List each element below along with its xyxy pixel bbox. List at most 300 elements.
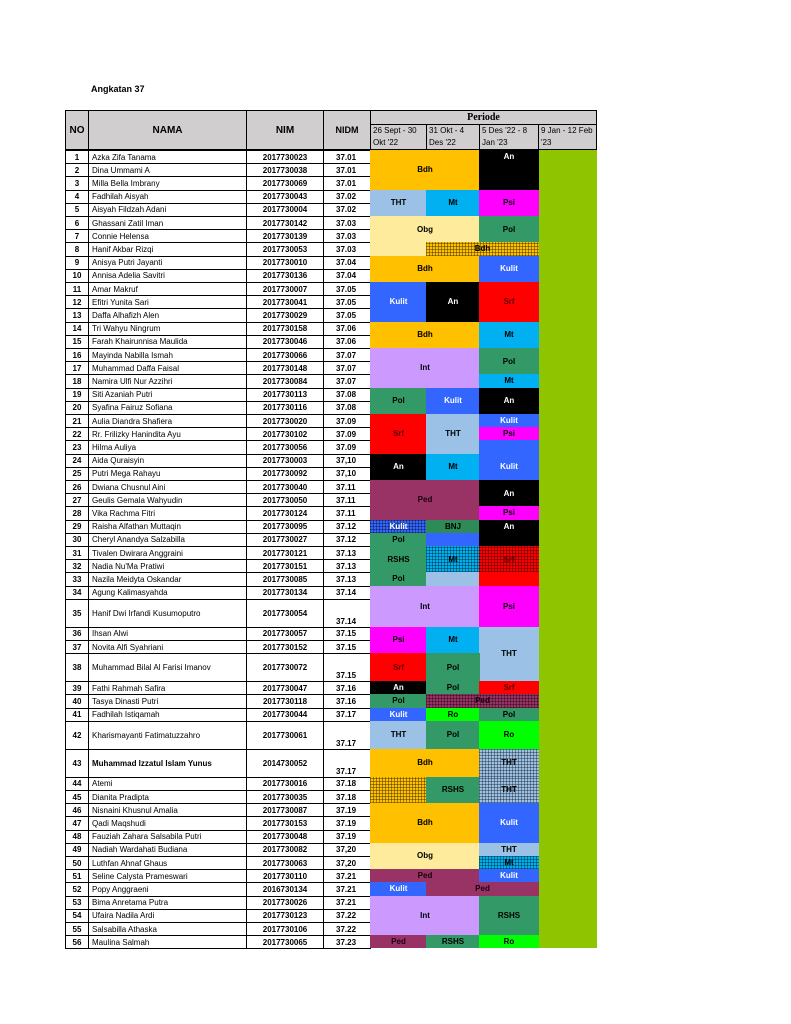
row-no: 43	[65, 749, 89, 778]
row-nim: 2017730029	[246, 308, 324, 322]
row-nim: 2017730087	[246, 803, 324, 817]
row-nama: Maulina Salmah	[88, 935, 247, 949]
row-nim: 2017730116	[246, 401, 324, 415]
row-nim: 2017730053	[246, 242, 324, 256]
row-nama: Rr. Frilizky Hanindita Ayu	[88, 427, 247, 441]
row-nama: Qadi Maqshudi	[88, 816, 247, 830]
row-nim: 2017730121	[246, 546, 324, 560]
row-nim: 2017730054	[246, 599, 324, 628]
header-nidm: NIDM	[323, 110, 371, 150]
row-nim: 2017730152	[246, 640, 324, 654]
row-nama: Annisa Adelia Savitri	[88, 269, 247, 283]
rotation-block-pol: Pol	[426, 681, 480, 694]
header-periode: Periode	[370, 110, 597, 125]
rotation-block-an: An	[370, 454, 427, 480]
row-nama: Salsabilla Athaska	[88, 922, 247, 936]
row-nidm: 37.16	[323, 681, 371, 695]
row-no: 50	[65, 856, 89, 870]
rotation-block-mt: Mt	[426, 454, 480, 480]
row-nim: 2014730052	[246, 749, 324, 778]
header-nama: NAMA	[88, 110, 247, 150]
row-no: 20	[65, 401, 89, 415]
rotation-block-ped: Ped	[426, 694, 539, 707]
row-no: 26	[65, 480, 89, 494]
rotation-block-bdh: Bdh	[370, 803, 480, 843]
row-nidm: 37.05	[323, 282, 371, 296]
row-no: 55	[65, 922, 89, 936]
rotation-block-pol: Pol	[426, 721, 480, 749]
row-nim: 2017730072	[246, 653, 324, 682]
row-nama: Farah Khairunnisa Maulida	[88, 335, 247, 349]
row-nim: 2017730123	[246, 909, 324, 923]
row-nim: 2017730047	[246, 681, 324, 695]
row-nidm: 37.04	[323, 269, 371, 283]
rotation-block-kulit: Kulit	[426, 388, 480, 414]
row-nim: 2017730153	[246, 816, 324, 830]
row-nama: Fathi Rahmah Safira	[88, 681, 247, 695]
row-nim: 2017730106	[246, 922, 324, 936]
row-nama: Namira Ulfi Nur Azzihri	[88, 374, 247, 388]
row-nim: 2017730095	[246, 520, 324, 534]
row-no: 42	[65, 721, 89, 750]
row-no: 29	[65, 520, 89, 534]
rotation-block-ped: Ped	[426, 882, 539, 895]
rotation-block-rshs: RSHS	[479, 896, 539, 936]
row-nama: Nadia Nu'Ma Pratiwi	[88, 559, 247, 573]
row-nim: 2017730016	[246, 777, 324, 791]
row-no: 9	[65, 256, 89, 270]
rotation-block-bdh: Bdh	[426, 242, 539, 255]
row-nim: 2016730134	[246, 882, 324, 896]
row-no: 53	[65, 896, 89, 910]
row-no: 7	[65, 229, 89, 243]
row-nim: 2017730010	[246, 256, 324, 270]
rotation-block-obg: Obg	[370, 216, 480, 242]
row-nama: Fadhilah Aisyah	[88, 190, 247, 204]
row-nidm: 37.05	[323, 295, 371, 309]
rotation-block-ro: Ro	[426, 708, 480, 721]
row-nama: Anisya Putri Jayanti	[88, 256, 247, 270]
row-no: 8	[65, 242, 89, 256]
row-nim: 2017730056	[246, 440, 324, 454]
rotation-block-srf: Srf	[479, 546, 539, 572]
row-nidm: 37.03	[323, 242, 371, 256]
rotation-block-kulit: Kulit	[370, 520, 427, 533]
rotation-block-int: Int	[370, 348, 480, 388]
row-nidm: 37.06	[323, 322, 371, 336]
rotation-block-ped: Ped	[370, 480, 480, 520]
row-nidm: 37.01	[323, 150, 371, 164]
row-nidm: 37.14	[323, 599, 371, 628]
row-no: 49	[65, 843, 89, 857]
row-nama: Connie Helensa	[88, 229, 247, 243]
row-no: 40	[65, 694, 89, 708]
row-nim: 2017730023	[246, 150, 324, 164]
row-nama: Amar Makruf	[88, 282, 247, 296]
rotation-block-tht: THT	[479, 843, 539, 856]
row-nidm: 37.15	[323, 653, 371, 682]
row-no: 22	[65, 427, 89, 441]
rotation-block-bdh: Bdh	[370, 150, 480, 190]
row-nidm: 37.08	[323, 388, 371, 402]
row-nim: 2017730063	[246, 856, 324, 870]
rotation-block-tht: THT	[370, 190, 427, 216]
row-no: 14	[65, 322, 89, 336]
row-nama: Muhammad Daffa Faisal	[88, 361, 247, 375]
row-nim: 2017730136	[246, 269, 324, 283]
rotation-block-psi: Psi	[479, 190, 539, 216]
rotation-block-bdh: Bdh	[370, 749, 480, 777]
row-no: 19	[65, 388, 89, 402]
rotation-block-rshs: RSHS	[370, 546, 427, 572]
rotation-block-psi: Psi	[479, 427, 539, 440]
row-no: 2	[65, 163, 89, 177]
row-no: 4	[65, 190, 89, 204]
row-nidm: 37.14	[323, 586, 371, 600]
row-nim: 2017730041	[246, 295, 324, 309]
rotation-block-srf: Srf	[370, 414, 427, 454]
sheet-title: Angkatan 37	[91, 84, 145, 94]
row-nim: 2017730020	[246, 414, 324, 428]
row-no: 38	[65, 653, 89, 682]
rotation-block-bdh	[370, 777, 427, 803]
row-nama: Fauziah Zahara Salsabila Putri	[88, 830, 247, 844]
row-nama: Muhammad Izzatul Islam Yunus	[88, 749, 247, 778]
row-nama: Nadiah Wardahati Budiana	[88, 843, 247, 857]
rotation-block-rshs: RSHS	[426, 777, 480, 803]
row-nidm: 37.21	[323, 869, 371, 883]
row-nama: Tri Wahyu Ningrum	[88, 322, 247, 336]
row-nim: 2017730134	[246, 586, 324, 600]
rotation-block-an: An	[426, 282, 480, 322]
row-nama: Muhammad Bilal Al Farisi Imanov	[88, 653, 247, 682]
row-nidm: 37.04	[323, 256, 371, 270]
row-nama: Fadhilah Istiqamah	[88, 708, 247, 722]
row-nim: 2017730158	[246, 322, 324, 336]
row-nama: Kharismayanti Fatimatuzzahro	[88, 721, 247, 750]
period-4-column-fill	[538, 150, 597, 948]
row-nama: Dwiana Chusnul Aini	[88, 480, 247, 494]
row-no: 48	[65, 830, 89, 844]
row-no: 11	[65, 282, 89, 296]
row-no: 18	[65, 374, 89, 388]
row-nama: Seline Calysta Prameswari	[88, 869, 247, 883]
header-nim: NIM	[246, 110, 324, 150]
rotation-block-tht: THT	[370, 721, 427, 749]
row-nim: 2017730026	[246, 896, 324, 910]
schedule-table	[65, 110, 597, 951]
row-nidm: 37.03	[323, 216, 371, 230]
row-nim: 2017730048	[246, 830, 324, 844]
row-nidm: 37.08	[323, 401, 371, 415]
row-nidm: 37.12	[323, 520, 371, 534]
rotation-block-ped: Ped	[370, 869, 480, 882]
row-no: 21	[65, 414, 89, 428]
rotation-block-srf: Srf	[370, 653, 427, 681]
rotation-block-an: An	[479, 480, 539, 506]
row-nidm: 37.23	[323, 935, 371, 949]
row-nim: 2017730102	[246, 427, 324, 441]
row-nidm: 37.13	[323, 546, 371, 560]
rotation-block-kulit	[479, 440, 539, 453]
row-no: 1	[65, 150, 89, 164]
rotation-block-srf: Srf	[479, 282, 539, 322]
row-no: 51	[65, 869, 89, 883]
row-nama: Siti Azaniah Putri	[88, 388, 247, 402]
row-no: 46	[65, 803, 89, 817]
row-nama: Raisha Alfathan Muttaqin	[88, 520, 247, 534]
row-nama: Dina Ummami A	[88, 163, 247, 177]
rotation-block-tht	[426, 572, 480, 585]
row-no: 45	[65, 790, 89, 804]
rotation-block-pol: Pol	[426, 653, 480, 681]
row-nidm: 37.02	[323, 203, 371, 217]
rotation-block-an	[479, 533, 539, 546]
row-nama: Milla Bella Imbrany	[88, 176, 247, 190]
row-no: 44	[65, 777, 89, 791]
row-no: 31	[65, 546, 89, 560]
rotation-block-pol: Pol	[370, 572, 427, 585]
row-no: 41	[65, 708, 89, 722]
row-no: 24	[65, 454, 89, 468]
row-no: 17	[65, 361, 89, 375]
row-no: 3	[65, 176, 89, 190]
row-nama: Hanif Dwi Irfandi Kusumoputro	[88, 599, 247, 628]
row-nim: 2017730148	[246, 361, 324, 375]
row-nama: Putri Mega Rahayu	[88, 467, 247, 481]
row-nidm: 37.09	[323, 440, 371, 454]
row-nidm: 37.02	[323, 190, 371, 204]
rotation-block-psi: Psi	[370, 627, 427, 653]
row-nim: 2017730057	[246, 627, 324, 641]
rotation-block-pol: Pol	[479, 348, 539, 374]
row-nama: Popy Anggraeni	[88, 882, 247, 896]
rotation-block-int: Int	[370, 586, 480, 627]
rotation-block-ro: Ro	[479, 935, 539, 948]
row-nidm: 37.13	[323, 559, 371, 573]
row-nim: 2017730043	[246, 190, 324, 204]
row-nim: 2017730038	[246, 163, 324, 177]
row-nim: 2017730004	[246, 203, 324, 217]
row-nama: Luthfan Ahnaf Ghaus	[88, 856, 247, 870]
row-nidm: 37.13	[323, 572, 371, 586]
row-nim: 2017730151	[246, 559, 324, 573]
row-no: 25	[65, 467, 89, 481]
row-nim: 2017730069	[246, 176, 324, 190]
rotation-block-mt: Mt	[479, 322, 539, 348]
row-nim: 2017730085	[246, 572, 324, 586]
row-nama: Dianita Pradipta	[88, 790, 247, 804]
row-no: 16	[65, 348, 89, 362]
row-nidm: 37.11	[323, 480, 371, 494]
row-nim: 2017730044	[246, 708, 324, 722]
row-nama: Mayinda Nabilla Ismah	[88, 348, 247, 362]
row-nidm: 37.17	[323, 708, 371, 722]
rotation-block-kulit: Kulit	[479, 414, 539, 427]
row-no: 13	[65, 308, 89, 322]
row-nidm: 37.05	[323, 308, 371, 322]
rotation-block-pol: Pol	[479, 708, 539, 721]
rotation-block-pol: Pol	[370, 388, 427, 414]
row-nim: 2017730003	[246, 454, 324, 468]
rotation-block-pol: Pol	[370, 694, 427, 707]
row-nim: 2017730050	[246, 493, 324, 507]
row-no: 15	[65, 335, 89, 349]
row-nidm: 37,20	[323, 856, 371, 870]
row-nama: Syafina Fairuz Sofiana	[88, 401, 247, 415]
rotation-block-mt: Mt	[426, 546, 480, 572]
row-nama: Ufaira Nadila Ardi	[88, 909, 247, 923]
row-no: 56	[65, 935, 89, 949]
row-nama: Vika Rachma Fitri	[88, 506, 247, 520]
row-nim: 2017730084	[246, 374, 324, 388]
row-nidm: 37.09	[323, 414, 371, 428]
row-nim: 2017730061	[246, 721, 324, 750]
rotation-block-obg	[370, 242, 427, 255]
row-nidm: 37.21	[323, 882, 371, 896]
row-nim: 2017730065	[246, 935, 324, 949]
rotation-block-an: An	[479, 150, 539, 163]
row-nidm: 37.07	[323, 361, 371, 375]
header-period-2: 31 Okt - 4 Des '22	[426, 124, 480, 150]
rotation-block-pol: Pol	[370, 533, 427, 546]
rotation-block-int: Int	[370, 896, 480, 936]
row-no: 35	[65, 599, 89, 628]
rotation-block-rshs: RSHS	[426, 935, 480, 948]
row-no: 32	[65, 559, 89, 573]
header-period-1: 26 Sept - 30 Okt '22	[370, 124, 427, 150]
rotation-block-tht: THT	[426, 414, 480, 454]
row-nidm: 37.07	[323, 374, 371, 388]
rotation-block-bdh: Bdh	[370, 256, 480, 282]
row-no: 33	[65, 572, 89, 586]
row-nidm: 37.09	[323, 427, 371, 441]
row-nama: Aisyah Fildzah Adani	[88, 203, 247, 217]
row-nim: 2017730110	[246, 869, 324, 883]
row-no: 36	[65, 627, 89, 641]
row-nidm: 37.01	[323, 163, 371, 177]
row-nidm: 37.11	[323, 506, 371, 520]
row-no: 27	[65, 493, 89, 507]
row-nama: Hilma Auliya	[88, 440, 247, 454]
row-nama: Tivalen Dwirara Anggraini	[88, 546, 247, 560]
rotation-block-tht: THT	[479, 627, 539, 681]
rotation-block-kulit: Kulit	[479, 256, 539, 282]
row-no: 12	[65, 295, 89, 309]
rotation-block-bnj: BNJ	[426, 520, 480, 533]
row-nim: 2017730124	[246, 506, 324, 520]
row-no: 6	[65, 216, 89, 230]
rotation-block-mt: Mt	[479, 374, 539, 387]
row-nidm: 37.15	[323, 640, 371, 654]
row-nidm: 37.22	[323, 922, 371, 936]
rotation-block-kulit: Kulit	[370, 708, 427, 721]
rotation-block-srf: Srf	[479, 681, 539, 694]
row-nama: Agung Kalimasyahda	[88, 586, 247, 600]
row-nim: 2017730035	[246, 790, 324, 804]
row-nama: Nisnaini Khusnul Amalia	[88, 803, 247, 817]
row-nidm: 37.19	[323, 830, 371, 844]
row-nama: Cheryl Anandya Salzabilla	[88, 533, 247, 547]
row-nim: 2017730046	[246, 335, 324, 349]
row-nim: 2017730007	[246, 282, 324, 296]
row-nidm: 37.19	[323, 816, 371, 830]
row-nim: 2017730139	[246, 229, 324, 243]
rotation-block-an: An	[479, 520, 539, 533]
row-nim: 2017730082	[246, 843, 324, 857]
row-nama: Daffa Alhafizh Alen	[88, 308, 247, 322]
row-no: 39	[65, 681, 89, 695]
row-nidm: 37.11	[323, 493, 371, 507]
rotation-block-kulit: Kulit	[370, 282, 427, 322]
row-no: 47	[65, 816, 89, 830]
row-nidm: 37.17	[323, 749, 371, 778]
rotation-block-kulit	[426, 533, 480, 546]
header-no: NO	[65, 110, 89, 150]
row-nama: Novita Alfi Syahriani	[88, 640, 247, 654]
header-period-3: 5 Des '22 - 8 Jan '23	[479, 124, 539, 150]
row-nidm: 37.22	[323, 909, 371, 923]
rotation-block-pol: Pol	[479, 216, 539, 242]
row-no: 5	[65, 203, 89, 217]
row-nama: Ghassani Zatil Iman	[88, 216, 247, 230]
row-nim: 2017730027	[246, 533, 324, 547]
row-nama: Azka Zifa Tanama	[88, 150, 247, 164]
rotation-block-mt: Mt	[479, 856, 539, 869]
row-nama: Aida Quraisyin	[88, 454, 247, 468]
rotation-block-ro: Ro	[479, 721, 539, 749]
rotation-block-kulit: Kulit	[479, 869, 539, 882]
rotation-block-an	[479, 163, 539, 189]
row-nidm: 37.03	[323, 229, 371, 243]
rotation-block-tht: THT	[479, 777, 539, 803]
row-nim: 2017730118	[246, 694, 324, 708]
rotation-block-srf	[479, 572, 539, 585]
header-period-4: 9 Jan - 12 Feb '23	[538, 124, 597, 150]
row-nim: 2017730066	[246, 348, 324, 362]
row-nama: Atemi	[88, 777, 247, 791]
rotation-block-mt: Mt	[426, 190, 480, 216]
row-nim: 2017730113	[246, 388, 324, 402]
row-nidm: 37.06	[323, 335, 371, 349]
rotation-block-an: An	[370, 681, 427, 694]
row-no: 10	[65, 269, 89, 283]
row-nama: Geulis Gemala Wahyudin	[88, 493, 247, 507]
row-nidm: 37,10	[323, 467, 371, 481]
rotation-block-bdh: Bdh	[370, 322, 480, 348]
row-nim: 2017730040	[246, 480, 324, 494]
row-nama: Aulia Diandra Shafiera	[88, 414, 247, 428]
row-nama: Tasya Dinasti Putri	[88, 694, 247, 708]
row-nama: Nazila Meidyta Oskandar	[88, 572, 247, 586]
rotation-block-psi: Psi	[479, 506, 539, 519]
row-nidm: 37,20	[323, 843, 371, 857]
row-no: 30	[65, 533, 89, 547]
rotation-block-tht: THT	[479, 749, 539, 777]
row-no: 52	[65, 882, 89, 896]
rotation-block-ped: Ped	[370, 935, 427, 948]
row-nama: Efitri Yunita Sari	[88, 295, 247, 309]
row-nim: 2017730092	[246, 467, 324, 481]
rotation-block-an: An	[479, 388, 539, 414]
row-no: 28	[65, 506, 89, 520]
row-no: 34	[65, 586, 89, 600]
rotation-block-obg: Obg	[370, 843, 480, 869]
row-nama: Ihsan Alwi	[88, 627, 247, 641]
row-no: 37	[65, 640, 89, 654]
rotation-block-kulit: Kulit	[479, 454, 539, 480]
row-no: 23	[65, 440, 89, 454]
